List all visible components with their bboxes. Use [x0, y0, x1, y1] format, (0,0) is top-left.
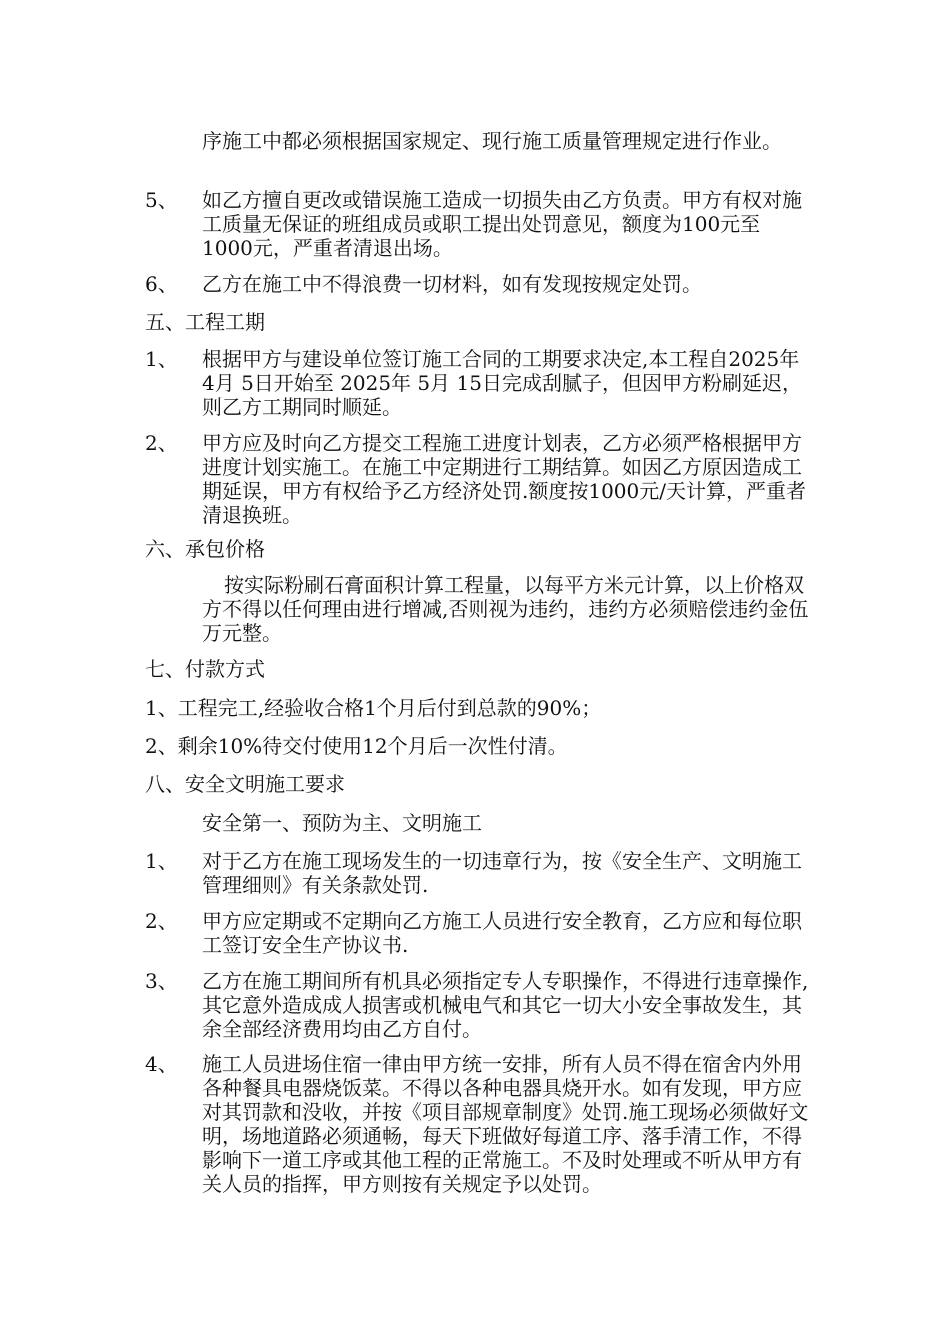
- clause-text: 乙方在施工中不得浪费一切材料，如有发现按规定处罚。: [202, 272, 702, 296]
- payment-item-2: 2、剩余10%待交付使用12个月后一次性付清。: [145, 734, 568, 758]
- clause-4-5: [145, 188, 810, 260]
- clause-5-1: [145, 347, 810, 419]
- section-heading-7: 七、付款方式: [145, 657, 265, 681]
- clause-5-2: [145, 431, 810, 527]
- section-heading-8: 八、安全文明施工要求: [145, 772, 345, 796]
- clause-text: 对于乙方在施工现场发生的一切违章行为，按《安全生产、文明施工管理细则》有关条款处罚.: [202, 849, 802, 897]
- clause-4-6: [145, 272, 810, 296]
- clause-8-3: [145, 969, 810, 1041]
- clause-8-2: [145, 909, 810, 957]
- clause-8-4: [145, 1052, 810, 1196]
- clause-text: 根据甲方与建设单位签订施工合同的工期要求决定,本工程自2025年 4月 5日开始至 2025年 5月 15日完成刮腻子，但因甲方粉刷延迟，则乙方工期同时顺延。: [202, 347, 802, 419]
- clause-text: 甲方应定期或不定期向乙方施工人员进行安全教育，乙方应和每位职工签订安全生产协议书.: [202, 909, 802, 957]
- section-heading-5: 五、工程工期: [145, 310, 265, 334]
- clause-number: 1、: [145, 849, 178, 873]
- section-heading-6: 六、承包价格: [145, 537, 265, 561]
- clause-number: 6、: [145, 272, 178, 296]
- clause-number: 5、: [145, 188, 178, 212]
- clause-number: 4、: [145, 1052, 178, 1076]
- clause-text: 施工人员进场住宿一律由甲方统一安排，所有人员不得在宿舍内外用各种餐具电器烧饭菜。不得以各种电器具烧开水。如有发现，甲方应对其罚款和没收，并按《项目部规章制度》处罚.施工现场必须做好文明，场地道路必须通畅，每天下班做好每道工序、落手清工作，不得影响下一道工序或其他工程的正常施工。不及时处理或不听从甲方有关人员的指挥，甲方则按有关规定予以处罚。: [202, 1052, 809, 1196]
- clause-text: 乙方在施工期间所有机具必须指定专人专职操作，不得进行违章操作,其它意外造成成人损害或机械电气和其它一切大小安全事故发生，其余全部经济费用均由乙方自付。: [202, 969, 809, 1041]
- payment-item-1: 1、工程完工,经验收合格1个月后付到总款的90%；: [145, 696, 602, 720]
- clause-text: 如乙方擅自更改或错误施工造成一切损失由乙方负责。甲方有权对施工质量无保证的班组成员或职工提出处罚意见，额度为100元至1000元，严重者清退出场。: [202, 188, 802, 260]
- continued-paragraph: 序施工中都必须根据国家规定、现行施工质量管理规定进行作业。: [202, 129, 782, 153]
- clause-text: 甲方应及时向乙方提交工程施工进度计划表，乙方必须严格根据甲方进度计划实施工。在施工中定期进行工期结算。如因乙方原因造成工期延误，甲方有权给予乙方经济处罚.额度按1000元/天计算，严重者清退换班。: [202, 431, 806, 527]
- clause-number: 1、: [145, 347, 178, 371]
- clause-8-1: [145, 849, 810, 897]
- clause-number: 2、: [145, 431, 178, 455]
- clause-number: 3、: [145, 969, 178, 993]
- clause-number: 2、: [145, 909, 178, 933]
- safety-motto: 安全第一、预防为主、文明施工: [202, 811, 482, 835]
- pricing-paragraph: 按实际粉刷石膏面积计算工程量，以每平方米元计算，以上价格双方不得以任何理由进行增减,否则视为违约，违约方必须赔偿违约金伍万元整。: [202, 573, 809, 645]
